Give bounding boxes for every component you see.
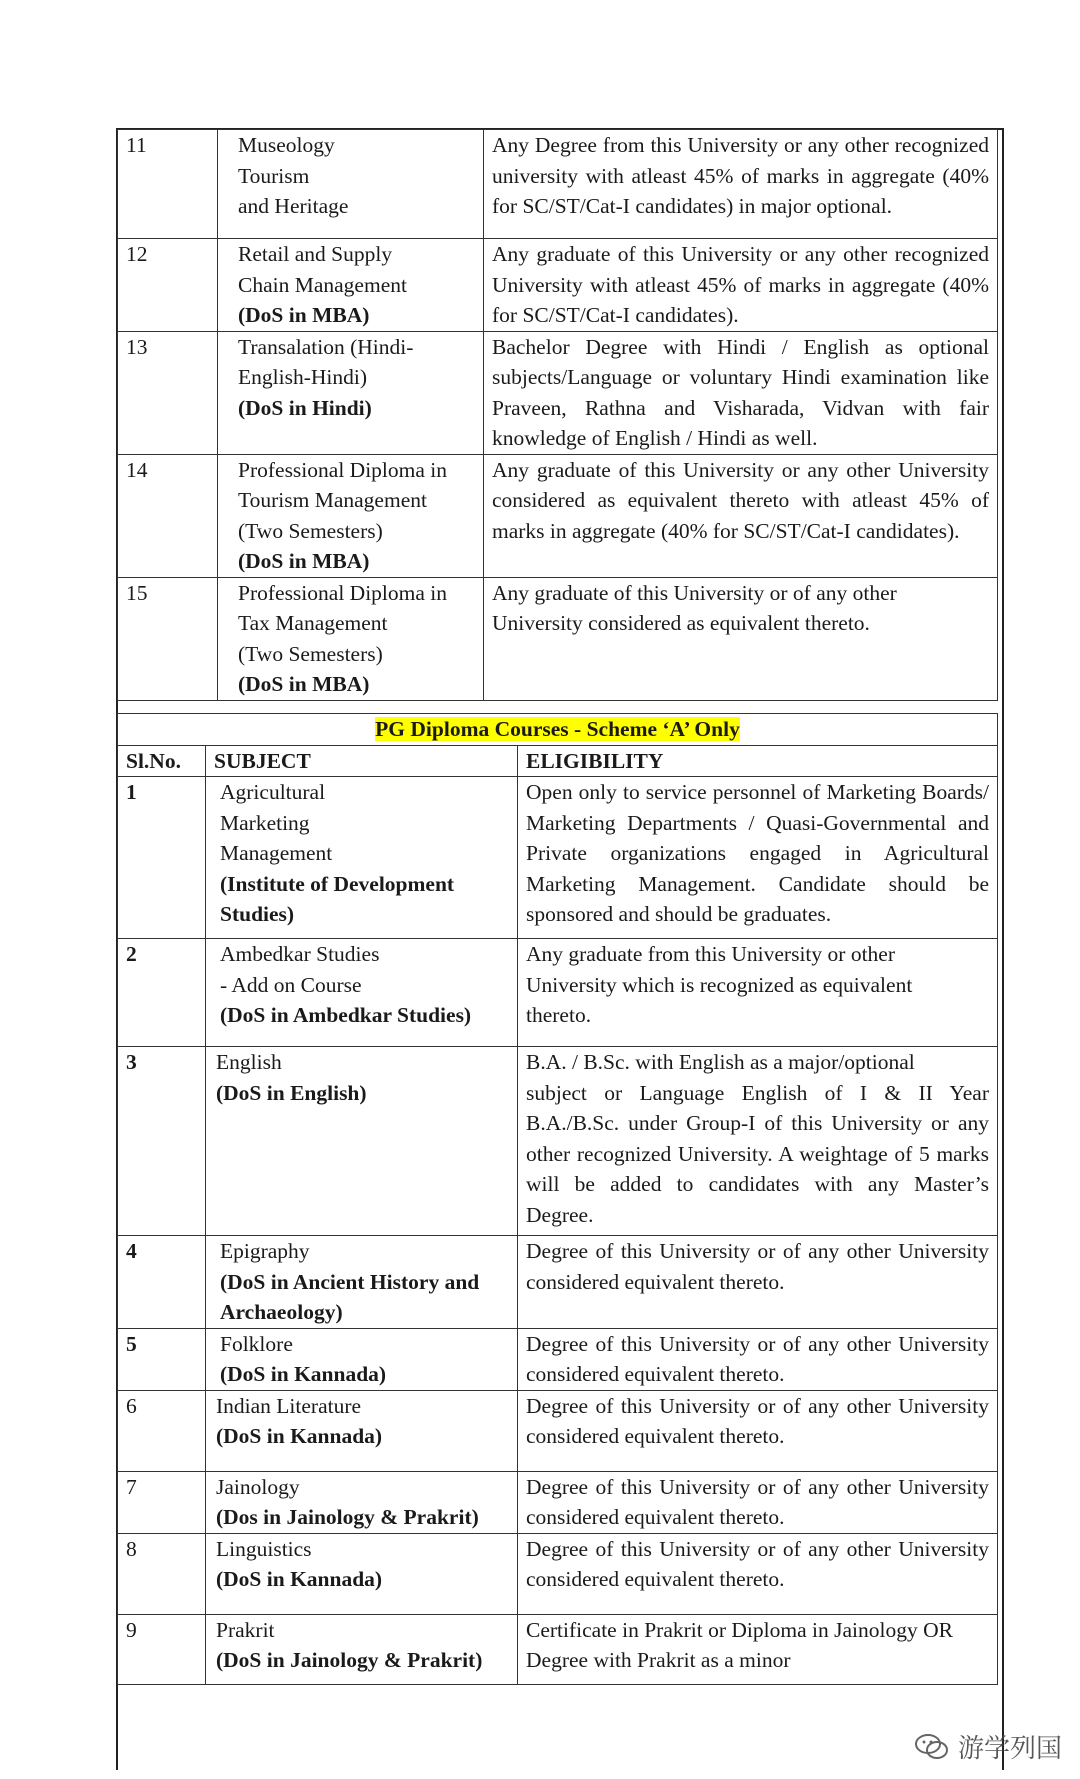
header-subject: SUBJECT — [206, 745, 518, 777]
pg-diploma-table — [117, 713, 998, 1685]
table-row — [118, 577, 998, 700]
subject-line: Linguistics — [216, 1536, 312, 1561]
eligibility-line: Any graduate from this University or other — [526, 942, 895, 966]
table-row — [118, 130, 998, 239]
subject-line: Folklore — [220, 1331, 293, 1356]
department-line: (DoS in English) — [216, 1080, 367, 1105]
eligibility-line: B.A. / B.Sc. with English as a major/optional — [526, 1050, 915, 1074]
subject-line: Ambedkar Studies — [220, 942, 380, 966]
table-row — [118, 331, 998, 454]
row-number: 6 — [118, 1390, 206, 1471]
eligibility-cell — [518, 777, 998, 939]
subject-line: Management — [220, 841, 333, 865]
subject-line: Agricultural — [220, 780, 326, 804]
subject-cell — [218, 239, 484, 332]
eligibility-cell — [518, 1471, 998, 1533]
row-number: 14 — [118, 454, 218, 577]
table-row — [118, 239, 998, 332]
subject-cell — [218, 454, 484, 577]
subject-cell — [206, 1328, 518, 1390]
eligibility-line: University considered as equivalent thereto. — [492, 611, 870, 635]
eligibility-text: Degree of this University or of any other University considered equivalent thereto. — [526, 1331, 989, 1386]
department-line: (DoS in Kannada) — [216, 1424, 383, 1448]
subject-cell — [218, 331, 484, 454]
subject-line: (Two Semesters) — [238, 518, 383, 543]
eligibility-line: University which is recognized as equivalent — [526, 972, 913, 997]
department-line: (DoS in Kannada) — [220, 1362, 387, 1386]
subject-line: Retail and Supply — [238, 242, 393, 266]
eligibility-cell — [518, 1390, 998, 1471]
subject-line: and Heritage — [238, 194, 349, 218]
subject-cell — [206, 1236, 518, 1329]
eligibility-text: subject or Language English of I & II Year B.A./B.Sc. under Group-I of this University or any other recognized University. A weightage of 5 marks will be added to candidates with any Master’s Degree. — [526, 1080, 989, 1227]
subject-cell — [206, 939, 518, 1047]
eligibility-text: Any graduate of this University or any other University considered as equivalent thereto with atleast 45% of marks in aggregate (40% for SC/ST/Cat-I candidates). — [492, 457, 989, 543]
subject-line: English — [216, 1050, 282, 1074]
department-line: (Dos in Jainology & Prakrit) — [216, 1505, 479, 1529]
eligibility-cell — [484, 239, 998, 332]
header-slno: Sl.No. — [118, 745, 206, 777]
department-line: (DoS in Ancient History and — [220, 1269, 480, 1294]
table-row — [118, 1614, 998, 1684]
section-title: PG Diploma Courses - Scheme ‘A’ Only — [375, 717, 740, 741]
table-row — [118, 939, 998, 1047]
subject-line: Chain Management — [238, 272, 407, 297]
eligibility-cell — [518, 1047, 998, 1236]
table-header-row — [118, 745, 998, 777]
row-number: 1 — [118, 777, 206, 939]
department-line: (DoS in MBA) — [238, 672, 370, 696]
table-row — [118, 1533, 998, 1614]
table-row — [118, 777, 998, 939]
subject-cell — [206, 1390, 518, 1471]
header-eligibility: ELIGIBILITY — [518, 745, 998, 777]
row-number: 5 — [118, 1328, 206, 1390]
subject-line: Indian Literature — [216, 1393, 362, 1418]
wechat-logo-icon — [914, 1732, 950, 1762]
department-line: (DoS in MBA) — [238, 549, 370, 573]
department-line: (DoS in Jainology & Prakrit) — [216, 1648, 483, 1672]
eligibility-line: thereto. — [526, 1003, 592, 1027]
subject-line: Transalation (Hindi- — [238, 334, 414, 359]
eligibility-line: Certificate in Prakrit or Diploma in Jainology OR — [526, 1617, 953, 1642]
eligibility-text: Any Degree from this University or any other recognized university with atleast 45% of marks in aggregate (40% for SC/ST/Cat-I candidates) in major optional. — [492, 133, 989, 218]
row-number: 3 — [118, 1047, 206, 1236]
table-row — [118, 454, 998, 577]
eligibility-text: Degree of this University or of any other University considered equivalent thereto. — [526, 1393, 989, 1448]
table-row — [118, 1390, 998, 1471]
department-line: (Institute of Development — [220, 871, 455, 896]
eligibility-cell — [518, 1328, 998, 1390]
watermark — [914, 1728, 1062, 1765]
eligibility-cell — [484, 130, 998, 239]
row-number: 7 — [118, 1471, 206, 1533]
eligibility-text: Degree of this University or of any other University considered equivalent thereto. — [526, 1536, 989, 1591]
table-row — [118, 1047, 998, 1236]
eligibility-line: Any graduate of this University or of any other — [492, 580, 897, 605]
department-line: (DoS in MBA) — [238, 303, 370, 327]
eligibility-text: Degree with Prakrit as a minor — [526, 1648, 791, 1672]
eligibility-text: Any graduate of this University or any other recognized University with atleast 45% of marks in aggregate (40% for SC/ST/Cat-I candidates). — [492, 242, 989, 327]
course-table-continued — [117, 129, 998, 701]
table-row — [118, 1471, 998, 1533]
department-line: Studies) — [220, 902, 295, 926]
eligibility-cell — [484, 577, 998, 700]
eligibility-cell — [484, 454, 998, 577]
subject-line: Tourism — [238, 163, 310, 188]
row-number: 8 — [118, 1533, 206, 1614]
subject-line: Professional Diploma in — [238, 580, 448, 605]
row-number: 15 — [118, 577, 218, 700]
eligibility-cell — [518, 1533, 998, 1614]
subject-line: Professional Diploma in — [238, 457, 448, 482]
row-number: 13 — [118, 331, 218, 454]
subject-line: Jainology — [216, 1474, 300, 1499]
watermark-text: 游学列国 — [957, 1734, 1062, 1764]
subject-line: Tax Management — [238, 611, 388, 635]
subject-line: Epigraphy — [220, 1239, 310, 1263]
section-title-cell — [118, 714, 998, 746]
table-row — [118, 1328, 998, 1390]
eligibility-text: Degree of this University or of any other University considered equivalent thereto. — [526, 1239, 989, 1294]
table-row — [118, 1236, 998, 1329]
subject-cell — [206, 1471, 518, 1533]
department-line: (DoS in Hindi) — [238, 395, 372, 420]
row-number: 11 — [118, 130, 218, 239]
subject-cell — [206, 777, 518, 939]
subject-cell — [206, 1533, 518, 1614]
eligibility-text: Bachelor Degree with Hindi / English as optional subjects/Language or voluntary Hindi examination like Praveen, Rathna and Visharada, Vidvan with fair knowledge of English / Hindi as well. — [492, 334, 989, 450]
eligibility-text: Open only to service personnel of Marketing Boards/ Marketing Departments / Quasi-Governmental and Private organizations engaged in Agricultural Marketing Management. Candidate should be sponsored and should be graduates. — [526, 780, 989, 926]
subject-cell — [218, 577, 484, 700]
subject-cell — [206, 1614, 518, 1684]
frame-right-line — [1002, 128, 1004, 1770]
department-line: (DoS in Ambedkar Studies) — [220, 1003, 472, 1027]
row-number: 2 — [118, 939, 206, 1047]
section-title-row — [118, 714, 998, 746]
row-number: 4 — [118, 1236, 206, 1329]
subject-cell — [206, 1047, 518, 1236]
eligibility-text: Degree of this University or of any other University considered equivalent thereto. — [526, 1474, 989, 1529]
eligibility-cell — [518, 1614, 998, 1684]
subject-line: English-Hindi) — [238, 365, 367, 389]
subject-line: (Two Semesters) — [238, 641, 383, 666]
subject-line: Tourism Management — [238, 488, 427, 512]
subject-line: - Add on Course — [220, 972, 362, 997]
subject-line: Museology — [238, 133, 335, 157]
eligibility-cell — [518, 1236, 998, 1329]
row-number: 12 — [118, 239, 218, 332]
subject-cell — [218, 130, 484, 239]
eligibility-cell — [518, 939, 998, 1047]
subject-line: Marketing — [220, 810, 310, 835]
department-line: (DoS in Kannada) — [216, 1567, 383, 1591]
row-number: 9 — [118, 1614, 206, 1684]
eligibility-cell — [484, 331, 998, 454]
department-line: Archaeology) — [220, 1300, 343, 1324]
subject-line: Prakrit — [216, 1617, 275, 1642]
